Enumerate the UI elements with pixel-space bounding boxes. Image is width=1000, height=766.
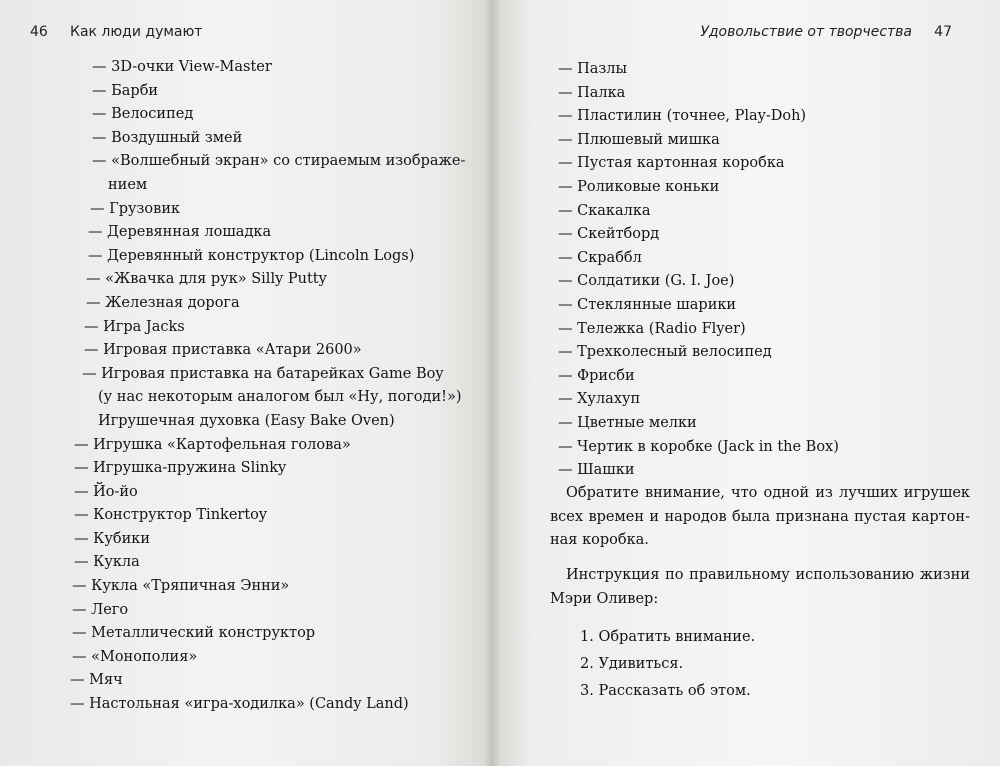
list-item: — Воздушный змей <box>92 129 243 146</box>
right-page-number: 47 <box>934 24 952 40</box>
list-item: — Настольная «игра-ходилка» (Candy Land) <box>70 696 409 713</box>
right-running-title: Удовольствие от творчества <box>700 24 912 40</box>
list-item: — Игровая приставка на батарейках Game Boy <box>82 365 444 382</box>
list-item: — Скраббл <box>558 249 642 266</box>
list-item: — Цветные мелки <box>558 414 697 431</box>
list-item: — «Волшебный экран» со стираемым изображе- <box>92 153 466 170</box>
list-item: — Фрисби <box>558 367 635 384</box>
list-item: — Деревянный конструктор (Lincoln Logs) <box>88 247 415 264</box>
list-item: — Игрушка-пружина Slinky <box>74 460 287 477</box>
note-paragraph: Обратите внимание, что одной из лучших игрушек всех времен и народов была признана пустая картон- ная коробка. <box>550 485 970 549</box>
list-item: — Кукла <box>74 554 140 571</box>
instruction-paragraph: Инструкция по правильному использованию жизни Мэри Оливер: <box>550 567 970 607</box>
list-item: — Пазлы <box>558 61 628 77</box>
list-item: — Роликовые коньки <box>558 178 720 195</box>
list-item: — Солдатики (G. I. Joe) <box>558 273 735 290</box>
list-item: — Грузовик <box>90 200 181 217</box>
list-item: — Металлический конструктор <box>72 625 316 642</box>
list-item: — «Жвачка для рук» Silly Putty <box>86 271 327 288</box>
list-item: Игрушечная духовка (Easy Bake Oven) <box>98 412 395 429</box>
step-item: 1. Обратить внимание. <box>580 629 756 645</box>
list-item: — Игровая приставка «Атари 2600» <box>84 342 362 359</box>
list-item: — Деревянная лошадка <box>88 224 272 241</box>
left-page-number: 46 <box>30 24 48 40</box>
instruction-steps <box>580 624 755 705</box>
step-item: 3. Рассказать об этом. <box>580 683 751 699</box>
book-gutter <box>484 0 500 766</box>
list-item: — Плюшевый мишка <box>558 131 720 148</box>
list-item: — Пластилин (точнее, Play-Doh) <box>558 108 807 125</box>
list-item: — Чертик в коробке (Jack in the Box) <box>558 438 839 455</box>
right-page <box>492 0 1000 766</box>
list-item: — 3D-очки View-Master <box>92 59 272 75</box>
list-item: — Стеклянные шарики <box>558 296 737 313</box>
left-toy-list <box>62 56 472 717</box>
list-item: — Железная дорога <box>86 294 240 311</box>
step-item: 2. Удивиться. <box>580 656 684 672</box>
list-item: нием <box>108 176 148 193</box>
list-item: — Тележка (Radio Flyer) <box>558 320 746 337</box>
right-toy-list <box>552 58 982 483</box>
list-item: — Барби <box>92 82 159 99</box>
list-item: — «Монополия» <box>72 648 198 665</box>
list-item: — Игра Jacks <box>84 318 185 335</box>
list-item: — Шашки <box>558 462 635 479</box>
list-item: — Йо-йо <box>74 483 138 500</box>
list-item: — Мяч <box>70 672 123 689</box>
list-item: — Конструктор Tinkertoy <box>74 507 268 524</box>
list-item: — Лего <box>72 601 129 618</box>
list-item: — Игрушка «Картофельная голова» <box>74 436 351 453</box>
list-item: — Скейтборд <box>558 226 660 243</box>
list-item: (у нас некоторым аналогом был «Ну, погоди!») <box>98 389 462 406</box>
list-item: — Хулахуп <box>558 391 641 408</box>
list-item: — Кукла «Тряпичная Энни» <box>72 578 290 595</box>
list-item: — Палка <box>558 84 626 101</box>
list-item: — Велосипед <box>92 106 194 123</box>
list-item: — Трехколесный велосипед <box>558 344 772 361</box>
left-running-title: Как люди думают <box>70 24 203 40</box>
left-page <box>0 0 492 766</box>
list-item: — Пустая картонная коробка <box>558 155 785 172</box>
list-item: — Скакалка <box>558 202 651 219</box>
list-item: — Кубики <box>74 530 150 547</box>
